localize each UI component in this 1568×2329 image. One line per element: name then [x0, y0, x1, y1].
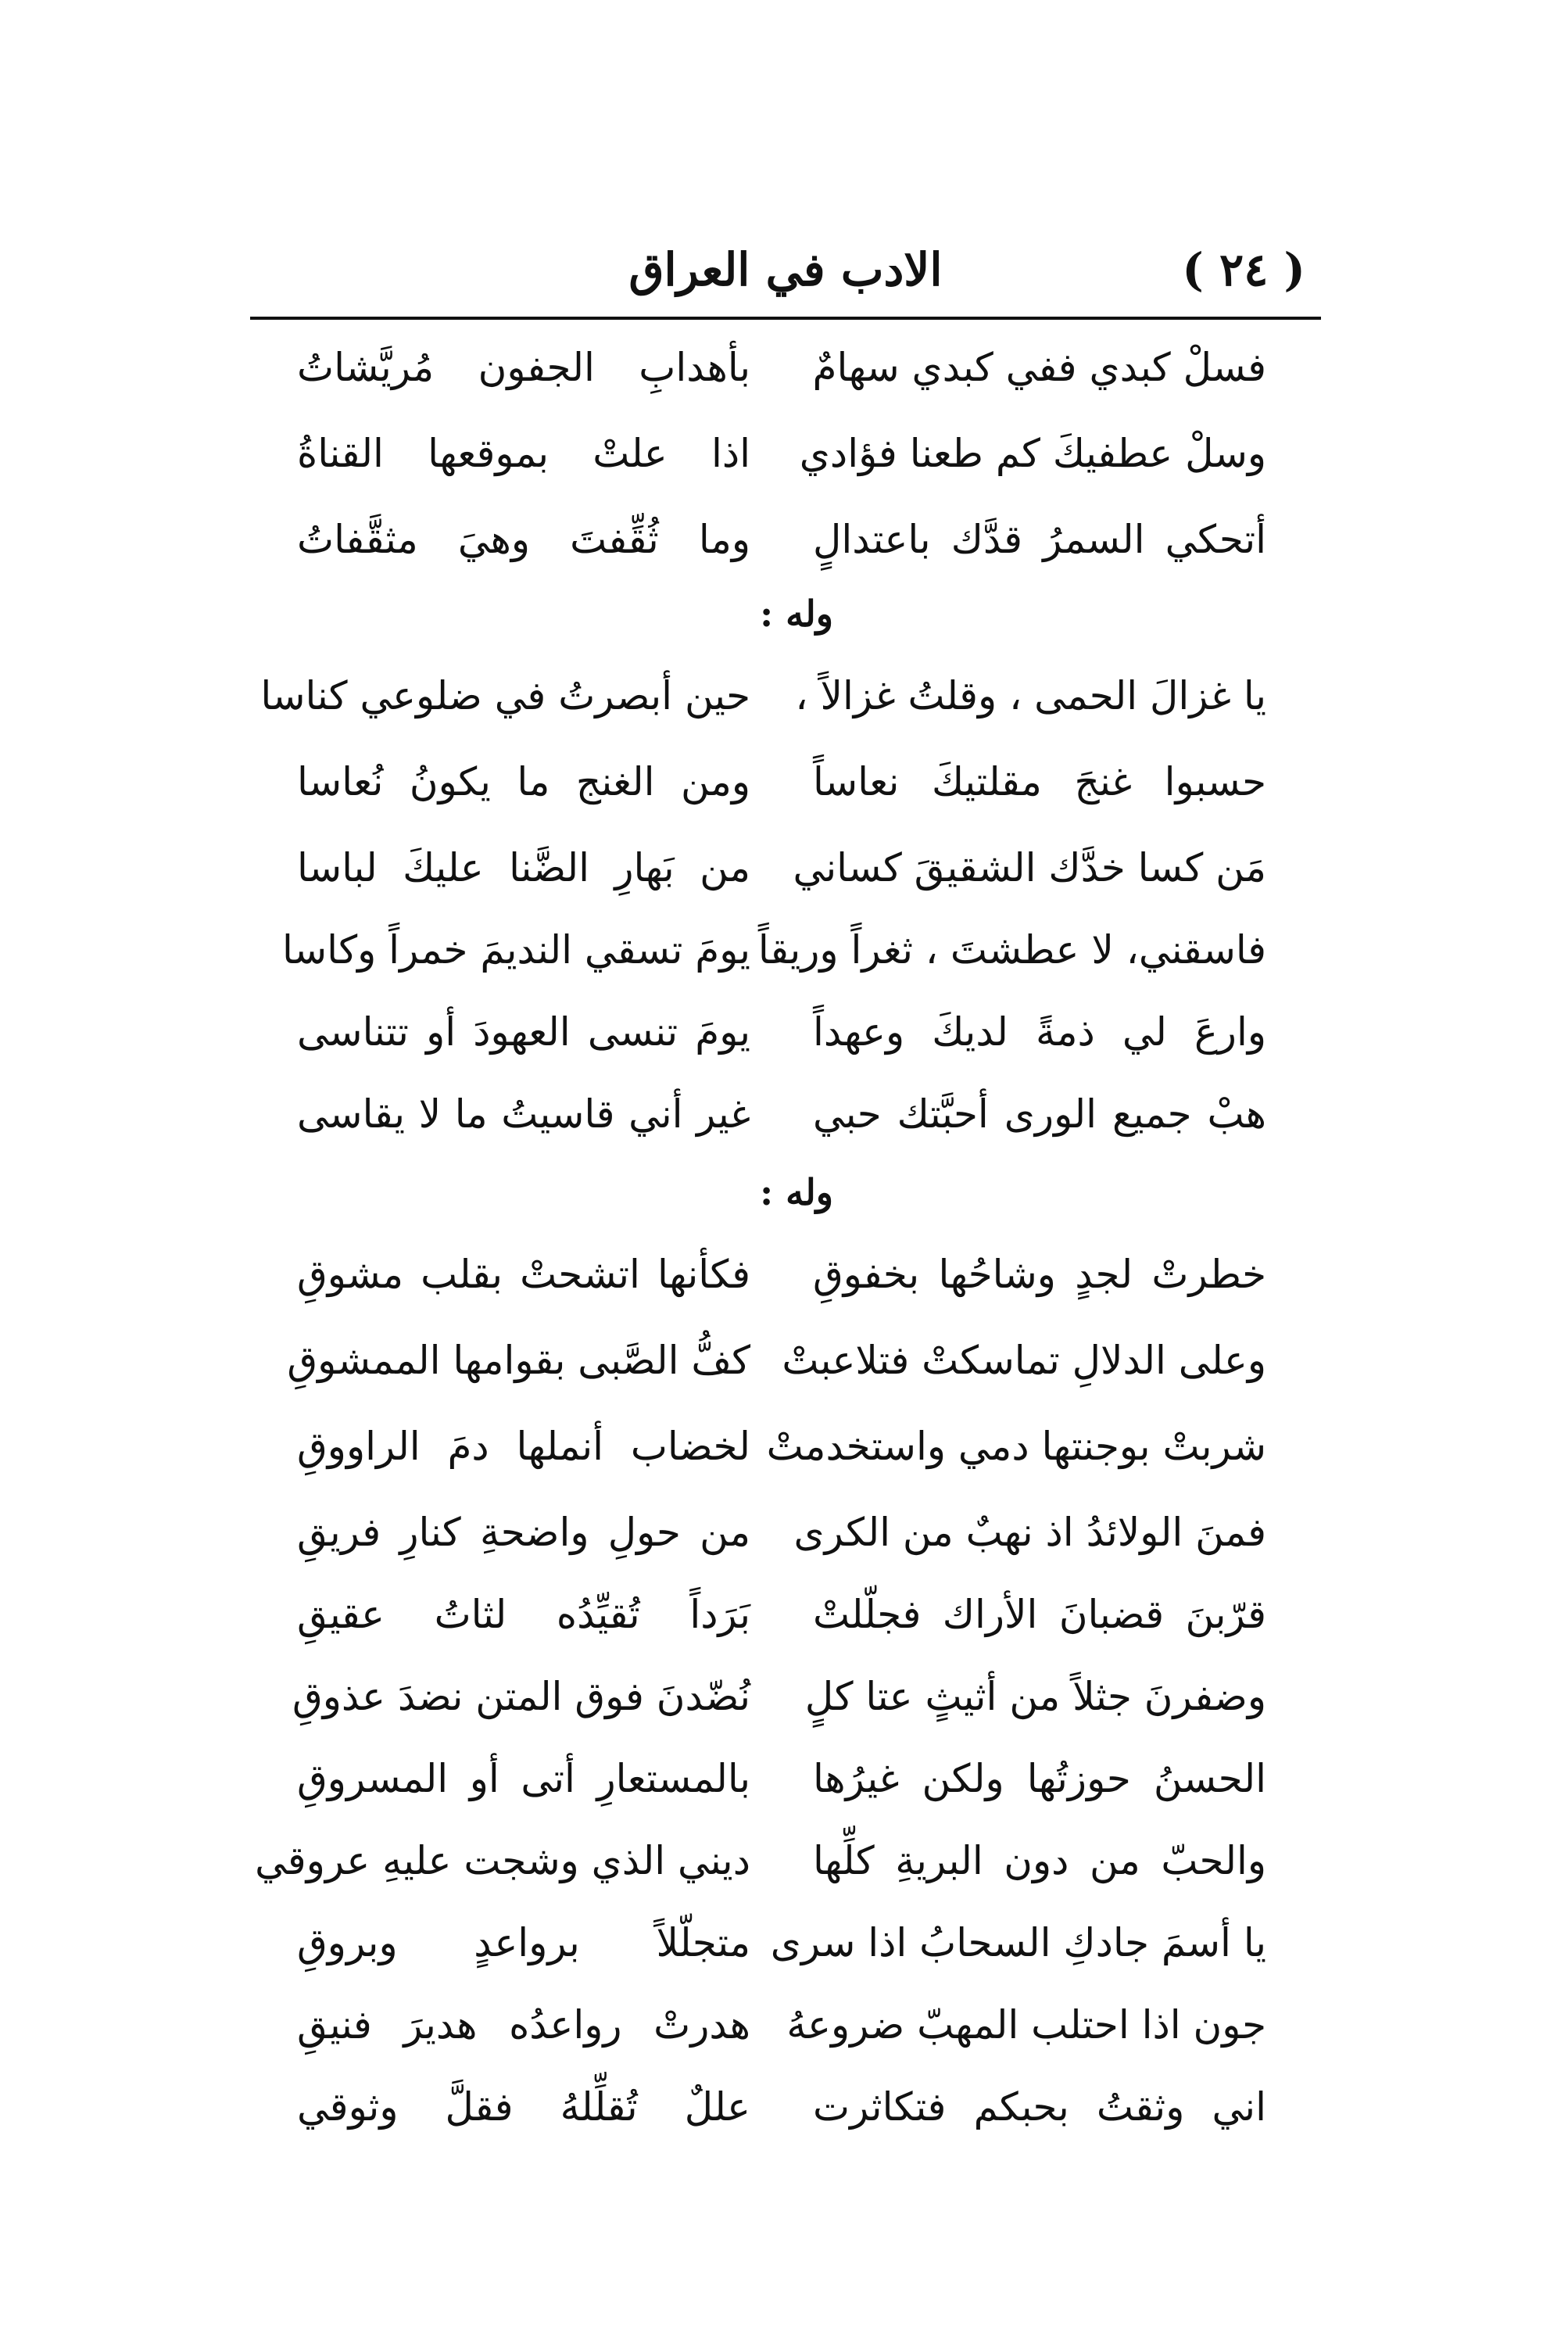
verse-first-hemistich: يا أسمَ جادكِ السحابُ اذا سرى	[770, 1920, 1266, 1965]
verse-second-hemistich: من بَهارِ الضَّنا عليكَ لباسا	[297, 845, 750, 890]
verse-second-hemistich: ديني الذي وشجت عليهِ عروقي	[255, 1838, 750, 1883]
verse-line	[297, 1982, 1266, 2068]
verse-second-hemistich: بالمستعارِ أتى أو المسروقِ	[297, 1756, 750, 1801]
verse-first-hemistich: فاسقني، لا عطشتَ ، ثغراً وريقاً	[757, 927, 1266, 973]
verse-first-hemistich: وسلْ عطفيكَ كم طعنا فؤادي	[799, 431, 1266, 476]
verse-line	[297, 989, 1266, 1075]
verse-first-hemistich: والحبّ من دون البريةِ كلِّها	[813, 1838, 1266, 1883]
verse-first-hemistich: شربتْ بوجنتها دمي واستخدمتْ	[766, 1424, 1266, 1469]
verse-first-hemistich: اني وثقتُ بحبكم فتكاثرت	[813, 2084, 1266, 2130]
verse-line	[297, 1736, 1266, 1822]
verse-line	[297, 324, 1266, 410]
verse-line	[287, 1317, 1266, 1403]
verse-first-hemistich: قرّبنَ قضبانَ الأراك فجلّلتْ	[813, 1592, 1266, 1637]
verse-first-hemistich: جون اذا احتلب المهبّ ضروعهُ	[786, 2002, 1266, 2048]
verse-second-hemistich: لخضاب أنملها دمَ الراووقِ	[297, 1424, 750, 1469]
verse-first-hemistich: وارعَ لي ذمةً لديكَ وعهداً	[813, 1009, 1266, 1055]
verse-first-hemistich: فمنَ الولائدُ اذ نهبٌ من الكرى	[793, 1510, 1266, 1555]
verse-line	[297, 410, 1266, 496]
page-number: ( ٢٤ )	[1182, 243, 1305, 296]
verse-first-hemistich: فسلْ كبدي ففي كبدي سهامٌ	[812, 345, 1266, 390]
verse-first-hemistich: خطرتْ لجدٍ وشاحُها بخفوقِ	[813, 1252, 1266, 1297]
verse-line	[297, 1403, 1266, 1489]
verse-line	[297, 739, 1266, 825]
verse-first-hemistich: مَن كسا خدَّك الشقيقَ كساني	[793, 845, 1266, 890]
verse-second-hemistich: غير أني قاسيتُ ما لا يقاسى	[297, 1091, 750, 1137]
verse-second-hemistich: حين أبصرتُ في ضلوعي كناسا	[260, 673, 750, 718]
verse-line	[297, 1231, 1266, 1317]
verse-line	[260, 653, 1266, 739]
verse-second-hemistich: نُضّدنَ فوق المتن نضدَ عذوقِ	[292, 1674, 750, 1719]
verse-first-hemistich: وضفرنَ جثلاً من أثيثٍ عتا كلٍ	[804, 1674, 1266, 1719]
verse-first-hemistich: أتحكي السمرُ قدَّك باعتدالٍ	[813, 517, 1266, 562]
running-head	[250, 235, 1321, 305]
verse-first-hemistich: يا غزالَ الحمى ، وقلتُ غزالاً ،	[795, 673, 1266, 718]
verse-second-hemistich: اذا علتْ بموقعها القناةُ	[297, 431, 750, 476]
verse-line	[297, 2064, 1266, 2150]
section-label: وله :	[760, 593, 833, 635]
section-label: وله :	[760, 1171, 833, 1213]
verse-line	[297, 1071, 1266, 1157]
page-title: الادب في العراق	[628, 243, 943, 296]
verse-second-hemistich: يومَ تسقي النديمَ خمراً وكاسا	[281, 927, 750, 973]
verse-second-hemistich: فكأنها اتشحتْ بقلب مشوقِ	[297, 1252, 750, 1297]
verse-first-hemistich: هبْ جميع الورى أحبَّتك حبي	[813, 1091, 1266, 1137]
verse-line	[255, 1818, 1266, 1904]
verse-second-hemistich: عللٌ تُقلِّلهُ فقلَّ وثوقي	[297, 2084, 750, 2130]
verse-second-hemistich: هدرتْ رواعدُه هديرَ فنيقِ	[297, 2002, 750, 2048]
verse-second-hemistich: وما ثُقِّفتَ وهيَ مثقَّفاتُ	[297, 517, 750, 562]
verse-line	[281, 907, 1266, 993]
verse-first-hemistich: الحسنُ حوزتُها ولكن غيرُها	[813, 1756, 1266, 1801]
verse-first-hemistich: حسبوا غنجَ مقلتيكَ نعاساً	[813, 759, 1266, 804]
verse-line	[297, 1900, 1266, 1986]
verse-second-hemistich: بأهدابِ الجفون مُريَّشاتُ	[297, 345, 750, 390]
verse-line	[297, 1489, 1266, 1575]
verse-second-hemistich: من حولِ واضحةِ كنارِ فريقِ	[297, 1510, 750, 1555]
header-rule	[250, 317, 1321, 320]
verse-second-hemistich: متجلّلاً برواعدٍ وبروقِ	[297, 1920, 750, 1965]
verse-line	[297, 1571, 1266, 1657]
verse-line	[297, 825, 1266, 911]
verse-line	[297, 496, 1266, 582]
verse-second-hemistich: بَرَداً تُقيِّدُه لثاتُ عقيقِ	[297, 1592, 750, 1637]
verse-line	[292, 1654, 1266, 1740]
verse-first-hemistich: وعلى الدلالِ تماسكتْ فتلاعبتْ	[782, 1338, 1266, 1383]
verse-second-hemistich: ومن الغنج ما يكونُ نُعاسا	[297, 759, 750, 804]
verse-second-hemistich: يومَ تنسى العهودَ أو تتناسى	[297, 1009, 750, 1055]
verse-second-hemistich: كفُّ الصَّبى بقوامها الممشوقِ	[287, 1338, 750, 1383]
